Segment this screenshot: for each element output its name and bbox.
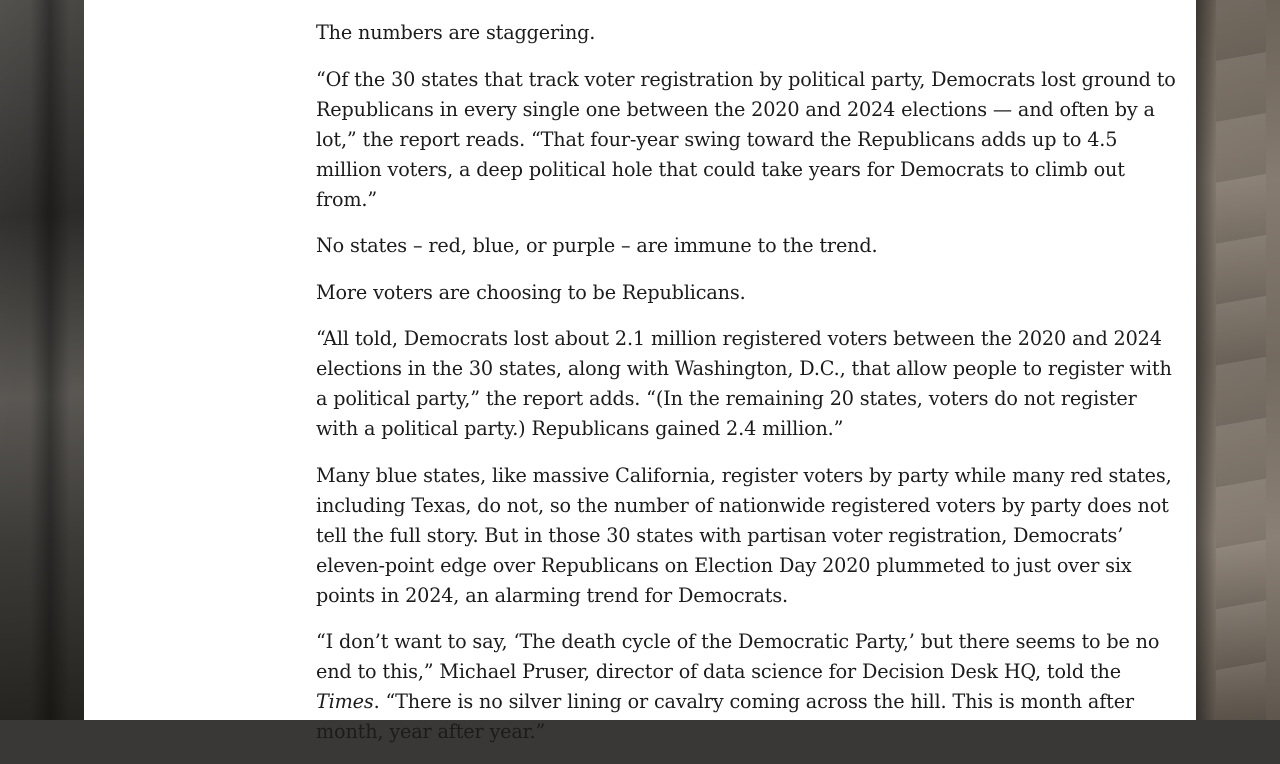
article-paragraph-5: “All told, Democrats lost about 2.1 million registered voters between the 2020 and 2024 elections in the 30 states, along with Washington, D.C., that allow people to register with a political party,” the report adds. “(In the remaining 20 states, voters do not register with a political party.) Republicans gained 2.4 million.” [316,327,1172,440]
article-paragraph-2: “Of the 30 states that track voter registration by political party, Democrats lost ground to Republicans in every single one between the 2020 and 2024 elections — and often by a lot,” the report reads. “That four-year swing toward the Republicans adds up to 4.5 million voters, a deep political hole that could take years for Democrats to climb out from.” [316,67,1176,211]
article-body [316,18,1178,764]
article-paragraph-3: No states – red, blue, or purple – are immune to the trend. [316,234,878,257]
article-paragraph-6: Many blue states, like massive California, register voters by party while many red states, including Texas, do not, so the number of nationwide registered voters by party does not tell the full story. But in those 30 states with partisan voter registration, Democrats’ eleven-point edge over Republicans on Election Day 2020 plummeted to just over six points in 2024, an alarming trend for Democrats. [316,463,1172,607]
article-paragraph-1: The numbers are staggering. [316,21,596,44]
article-paragraph-4: More voters are choosing to be Republicans. [316,280,746,304]
publication-name: Times [316,690,374,713]
article-page [84,0,1196,743]
background-left-panel [0,0,84,720]
background-right-panel [1196,0,1280,720]
article-paragraph-7 [316,627,1178,747]
quote-text-start: “I don’t want to say, ‘The death cycle of the Democratic Party,’ but there seems to be no end to this,” Michael Pruser, director of data science for Decision Desk HQ, told the [316,630,1160,683]
quote-text-end: . “There is no silver lining or cavalry coming across the hill. This is month after month, year after year.” [316,690,1134,743]
